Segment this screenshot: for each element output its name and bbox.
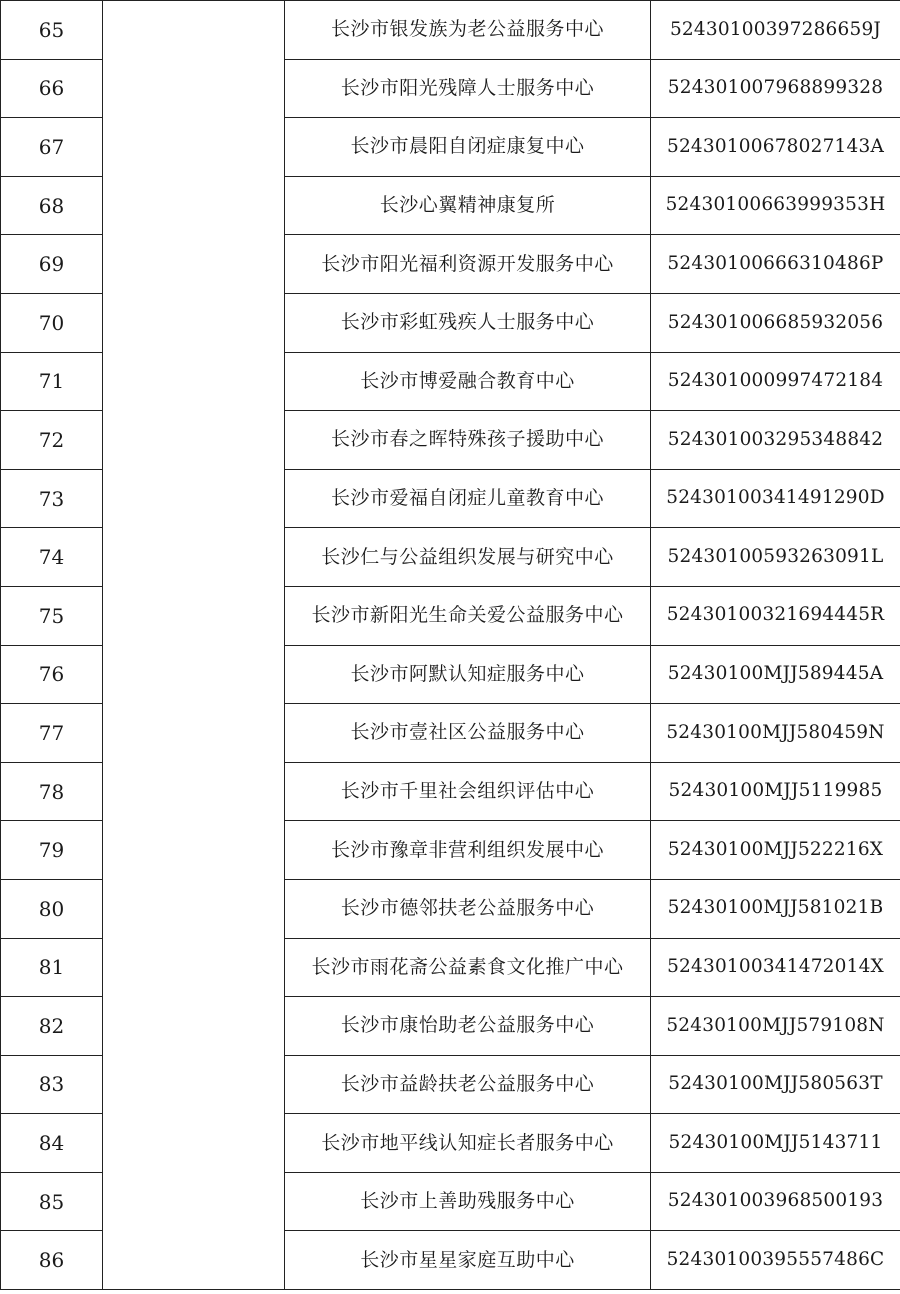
row-number-cell: 82	[1, 997, 103, 1056]
organization-name-cell: 长沙市阳光残障人士服务中心	[285, 59, 651, 118]
credit-code-cell: 52430100MJJ579108N	[651, 997, 900, 1056]
credit-code-cell: 52430100341491290D	[651, 469, 900, 528]
organization-name-cell: 长沙市雨花斋公益素食文化推广中心	[285, 938, 651, 997]
credit-code-cell: 52430100MJJ522216X	[651, 821, 900, 880]
empty-category-cell	[103, 586, 285, 645]
empty-category-cell	[103, 938, 285, 997]
row-number-cell: 70	[1, 293, 103, 352]
empty-category-cell	[103, 762, 285, 821]
table-row	[1, 586, 900, 645]
organization-name-cell: 长沙市爱福自闭症儿童教育中心	[285, 469, 651, 528]
table-row	[1, 176, 900, 235]
registry-table-body	[1, 1, 900, 1290]
empty-category-cell	[103, 59, 285, 118]
empty-category-cell	[103, 469, 285, 528]
credit-code-cell: 524301003968500193	[651, 1172, 900, 1231]
organization-name-cell: 长沙市上善助残服务中心	[285, 1172, 651, 1231]
row-number-cell: 84	[1, 1114, 103, 1173]
empty-category-cell	[103, 821, 285, 880]
empty-category-cell	[103, 704, 285, 763]
empty-category-cell	[103, 528, 285, 587]
organization-name-cell: 长沙市星星家庭互助中心	[285, 1231, 651, 1290]
table-row	[1, 1, 900, 60]
credit-code-cell: 52430100MJJ5119985	[651, 762, 900, 821]
credit-code-cell: 52430100321694445R	[651, 586, 900, 645]
organization-name-cell: 长沙市晨阳自闭症康复中心	[285, 118, 651, 177]
table-row	[1, 469, 900, 528]
credit-code-cell: 52430100MJJ5143711	[651, 1114, 900, 1173]
empty-category-cell	[103, 235, 285, 294]
empty-category-cell	[103, 997, 285, 1056]
table-row	[1, 235, 900, 294]
empty-category-cell	[103, 879, 285, 938]
row-number-cell: 81	[1, 938, 103, 997]
row-number-cell: 69	[1, 235, 103, 294]
credit-code-cell: 524301000997472184	[651, 352, 900, 411]
organization-name-cell: 长沙市阿默认知症服务中心	[285, 645, 651, 704]
row-number-cell: 78	[1, 762, 103, 821]
organization-name-cell: 长沙心翼精神康复所	[285, 176, 651, 235]
table-row	[1, 1231, 900, 1290]
table-row	[1, 352, 900, 411]
row-number-cell: 83	[1, 1055, 103, 1114]
row-number-cell: 75	[1, 586, 103, 645]
organization-name-cell: 长沙市博爱融合教育中心	[285, 352, 651, 411]
credit-code-cell: 524301007968899328	[651, 59, 900, 118]
organization-name-cell: 长沙市益龄扶老公益服务中心	[285, 1055, 651, 1114]
empty-category-cell	[103, 1055, 285, 1114]
row-number-cell: 73	[1, 469, 103, 528]
row-number-cell: 72	[1, 411, 103, 470]
organization-name-cell: 长沙市德邻扶老公益服务中心	[285, 879, 651, 938]
table-row	[1, 1055, 900, 1114]
row-number-cell: 79	[1, 821, 103, 880]
empty-category-cell	[103, 118, 285, 177]
row-number-cell: 65	[1, 1, 103, 60]
table-row	[1, 762, 900, 821]
table-row	[1, 411, 900, 470]
credit-code-cell: 52430100593263091L	[651, 528, 900, 587]
organization-name-cell: 长沙市彩虹残疾人士服务中心	[285, 293, 651, 352]
table-row	[1, 938, 900, 997]
row-number-cell: 67	[1, 118, 103, 177]
organization-name-cell: 长沙市春之晖特殊孩子援助中心	[285, 411, 651, 470]
organization-name-cell: 长沙市千里社会组织评估中心	[285, 762, 651, 821]
row-number-cell: 68	[1, 176, 103, 235]
empty-category-cell	[103, 1172, 285, 1231]
table-row	[1, 1114, 900, 1173]
credit-code-cell: 52430100341472014X	[651, 938, 900, 997]
organization-name-cell: 长沙市新阳光生命关爱公益服务中心	[285, 586, 651, 645]
credit-code-cell: 52430100MJJ581021B	[651, 879, 900, 938]
row-number-cell: 74	[1, 528, 103, 587]
table-row	[1, 645, 900, 704]
table-row	[1, 528, 900, 587]
empty-category-cell	[103, 293, 285, 352]
organization-name-cell: 长沙市康怡助老公益服务中心	[285, 997, 651, 1056]
empty-category-cell	[103, 1231, 285, 1290]
table-row	[1, 293, 900, 352]
organization-name-cell: 长沙市银发族为老公益服务中心	[285, 1, 651, 60]
row-number-cell: 86	[1, 1231, 103, 1290]
empty-category-cell	[103, 176, 285, 235]
credit-code-cell: 52430100663999353H	[651, 176, 900, 235]
table-row	[1, 997, 900, 1056]
row-number-cell: 77	[1, 704, 103, 763]
row-number-cell: 80	[1, 879, 103, 938]
table-row	[1, 704, 900, 763]
credit-code-cell: 52430100MJJ580563T	[651, 1055, 900, 1114]
table-row	[1, 821, 900, 880]
organization-name-cell: 长沙市豫章非营利组织发展中心	[285, 821, 651, 880]
row-number-cell: 71	[1, 352, 103, 411]
organization-name-cell: 长沙市地平线认知症长者服务中心	[285, 1114, 651, 1173]
credit-code-cell: 52430100MJJ580459N	[651, 704, 900, 763]
empty-category-cell	[103, 411, 285, 470]
credit-code-cell: 52430100397286659J	[651, 1, 900, 60]
empty-category-cell	[103, 1114, 285, 1173]
table-row	[1, 118, 900, 177]
credit-code-cell: 52430100666310486P	[651, 235, 900, 294]
credit-code-cell: 52430100MJJ589445A	[651, 645, 900, 704]
empty-category-cell	[103, 1, 285, 60]
organization-name-cell: 长沙市阳光福利资源开发服务中心	[285, 235, 651, 294]
row-number-cell: 85	[1, 1172, 103, 1231]
organization-name-cell: 长沙市壹社区公益服务中心	[285, 704, 651, 763]
empty-category-cell	[103, 352, 285, 411]
credit-code-cell: 52430100678027143A	[651, 118, 900, 177]
row-number-cell: 76	[1, 645, 103, 704]
table-row	[1, 1172, 900, 1231]
organization-name-cell: 长沙仁与公益组织发展与研究中心	[285, 528, 651, 587]
credit-code-cell: 524301006685932056	[651, 293, 900, 352]
table-row	[1, 59, 900, 118]
empty-category-cell	[103, 645, 285, 704]
credit-code-cell: 52430100395557486C	[651, 1231, 900, 1290]
row-number-cell: 66	[1, 59, 103, 118]
table-row	[1, 879, 900, 938]
credit-code-cell: 524301003295348842	[651, 411, 900, 470]
